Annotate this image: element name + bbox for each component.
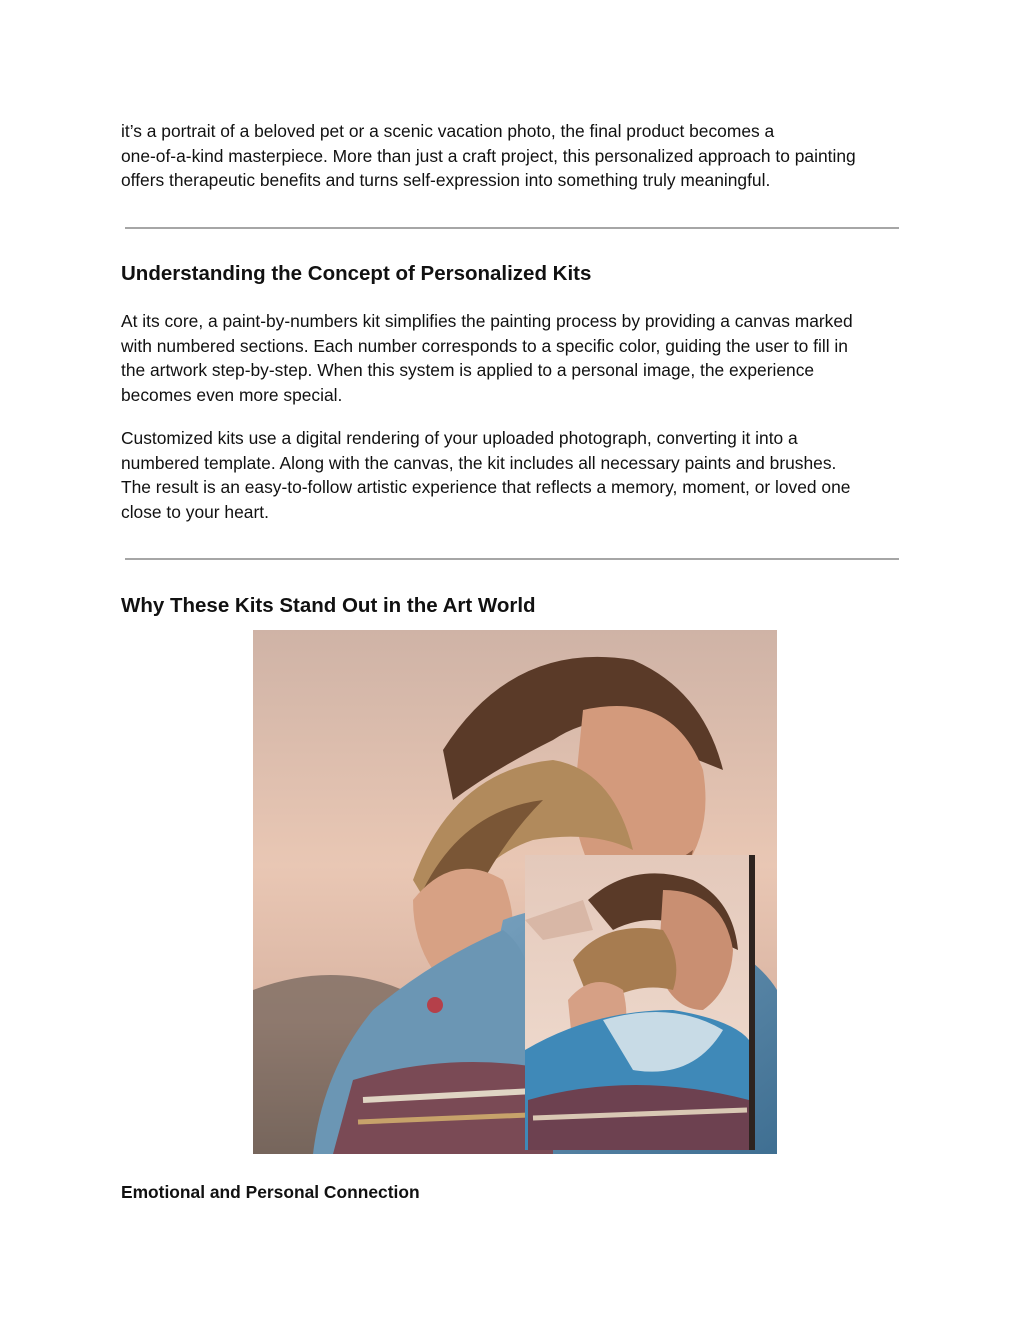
customized-kits-paragraph	[121, 426, 911, 524]
text-line: with numbered sections. Each number corresponds to a specific color, guiding the user to fill in	[121, 335, 848, 356]
horizontal-divider	[125, 227, 899, 229]
concept-paragraph	[121, 309, 911, 407]
text-line: becomes even more special.	[121, 384, 343, 405]
text-line: The result is an easy-to-follow artistic experience that reflects a memory, moment, or loved one	[121, 477, 851, 497]
text-line: it’s a portrait of a beloved pet or a scenic vacation photo, the final product becomes a	[121, 121, 775, 141]
intro-paragraph	[121, 119, 911, 193]
text-line: offers therapeutic benefits and turns self-expression into something truly meaningful.	[121, 170, 771, 190]
text-line: Customized kits use a digital rendering of your uploaded photograph, converting it into a	[121, 428, 798, 448]
text-line: numbered template. Along with the canvas, the kit includes all necessary paints and brushes.	[121, 452, 837, 473]
horizontal-divider	[125, 558, 899, 560]
text-line: close to your heart.	[121, 501, 269, 522]
text-line: one-of-a-kind masterpiece. More than just a craft project, this personalized approach to painting	[121, 145, 856, 166]
text-line: the artwork step-by-step. When this system is applied to a personal image, the experience	[121, 360, 815, 380]
subheading-emotional-connection: Emotional and Personal Connection	[121, 1182, 420, 1202]
text-line: At its core, a paint-by-numbers kit simplifies the painting process by providing a canvas marked	[121, 311, 853, 331]
section-heading-art-world: Why These Kits Stand Out in the Art World	[121, 594, 536, 617]
couple-photo-with-canvas	[253, 630, 777, 1154]
section-heading-personalized-kits: Understanding the Concept of Personalized Kits	[121, 262, 592, 285]
